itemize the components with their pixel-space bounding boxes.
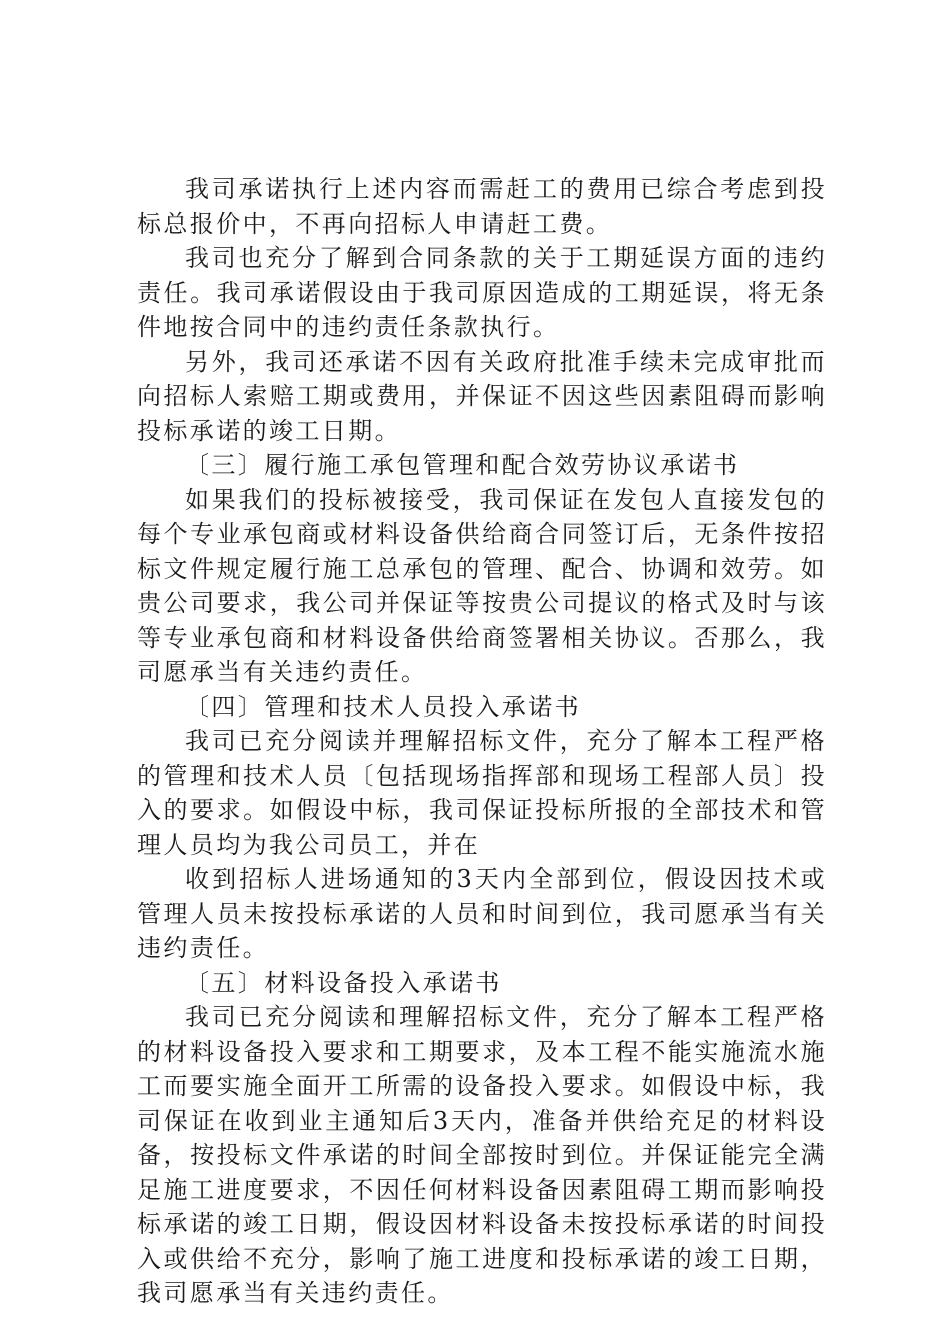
paragraph-rush-cost: 我司承诺执行上述内容而需赶工的费用已综合考虑到投标总报价中，不再向招标人申请赶工费。 xyxy=(137,175,827,238)
paragraph-staff-input: 我司已充分阅读并理解招标文件，充分了解本工程严格的管理和技术人员〔包括现场指挥部和现场工程部人员〕投入的要求。如假设中标，我司保证投标所报的全部技术和管理人员均为我公司员工，并在 xyxy=(137,727,827,859)
document-body xyxy=(137,172,827,1311)
paragraph-staff-arrival: 收到招标人进场通知的3天内全部到位，假设因技术或管理人员未按投标承诺的人员和时间到位，我司愿承当有关违约责任。 xyxy=(137,865,827,962)
paragraph-no-claim: 另外，我司还承诺不因有关政府批准手续未完成审批而向招标人索赔工期或费用，并保证不因这些因素阻碍而影响投标承诺的竣工日期。 xyxy=(137,347,827,445)
paragraph-delay-liability: 我司也充分了解到合同条款的关于工期延误方面的违约责任。我司承诺假设由于我司原因造成的工期延误，将无条件地按合同中的违约责任条款执行。 xyxy=(137,244,827,341)
section-heading-3: 〔三〕履行施工承包管理和配合效劳协议承诺书 xyxy=(185,451,740,479)
paragraph-equipment-input: 我司已充分阅读和理解招标文件，充分了解本工程严格的材料设备投入要求和工期要求，及本工程不能实施流水施工而要实施全面开工所需的设备投入要求。如假设中标，我司保证在收到业主通知后3天内，准备并供给充足的材料设备，按投标文件承诺的时间全部按时到位。并保证能完全满足施工进度要求，不因任何材料设备因素阻碍工期而影响投标承诺的竣工日期，假设因材料设备未按投标承诺的时间投入或供给不充分，影响了施工进度和投标承诺的竣工日期，我司愿承当有关违约责任。 xyxy=(137,1003,827,1307)
paragraph-contract-management: 如果我们的投标被接受，我司保证在发包人直接发包的每个专业承包商或材料设备供给商合同签订后，无条件按招标文件规定履行施工总承包的管理、配合、协调和效劳。如贵公司要求，我公司并保证等按贵公司提议的格式及时与该等专业承包商和材料设备供给商签署相关协议。否那么，我司愿承当有关违约责任。 xyxy=(137,485,827,686)
section-heading-5: 〔五〕材料设备投入承诺书 xyxy=(185,968,502,997)
section-heading-4: 〔四〕管理和技术人员投入承诺书 xyxy=(185,692,581,721)
